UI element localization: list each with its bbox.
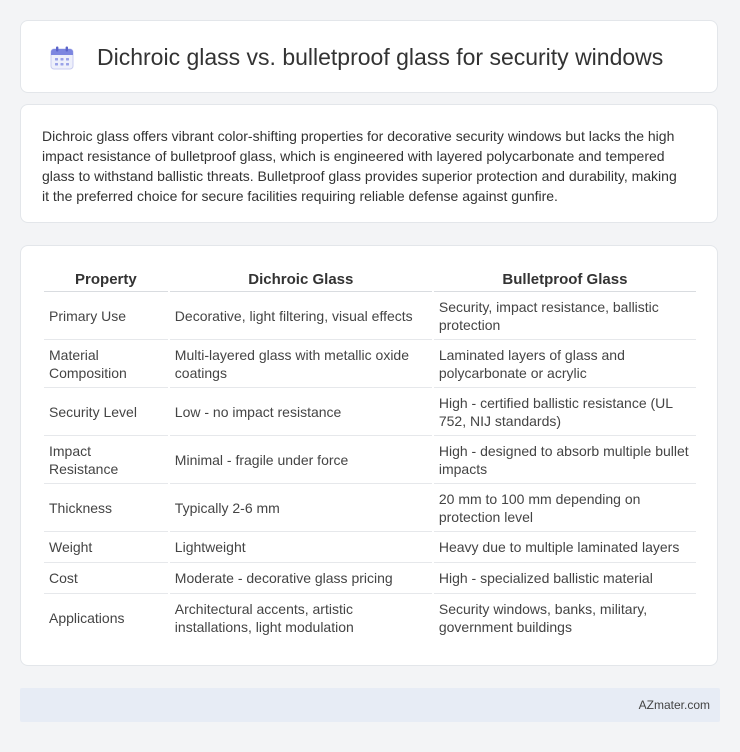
comparison-table [42,265,698,642]
header-property: Property [44,265,168,292]
dichroic-cell: Moderate - decorative glass pricing [170,563,432,594]
property-cell: Thickness [44,484,168,532]
bulletproof-cell: Laminated layers of glass and polycarbonate or acrylic [434,340,696,388]
property-cell: Impact Resistance [44,436,168,484]
header-bulletproof: Bulletproof Glass [434,265,696,292]
property-cell: Applications [49,610,125,626]
bulletproof-cell: Heavy due to multiple laminated layers [434,532,696,563]
footer-bar [20,688,720,722]
property-cell: Primary Use [44,292,168,340]
property-cell: Material Composition [44,340,168,388]
page-title: Dichroic glass vs. bulletproof glass for security windows [97,44,664,70]
bulletproof-cell: High - designed to absorb multiple bullet impacts [434,436,696,484]
calendar-icon [49,45,75,71]
bulletproof-cell: 20 mm to 100 mm depending on protection level [434,484,696,532]
dichroic-cell: Typically 2-6 mm [170,484,432,532]
table-row [44,388,696,436]
dichroic-cell: Minimal - fragile under force [170,436,432,484]
title-card [20,20,718,93]
property-cell: Cost [44,563,168,594]
property-cell: Weight [44,532,168,563]
table-header-row [44,265,696,292]
dichroic-cell: Decorative, light filtering, visual effects [170,292,432,340]
dichroic-cell: Lightweight [170,532,432,563]
table-row [44,292,696,340]
table-row [44,594,696,642]
dichroic-cell: Multi-layered glass with metallic oxide coatings [170,340,432,388]
dichroic-cell: Architectural accents, artistic installations, light modulation [174,601,354,635]
bulletproof-cell: Security windows, banks, military, government buildings [438,601,648,635]
intro-card [20,104,718,223]
bulletproof-cell: High - certified ballistic resistance (UL 752, NIJ standards) [434,388,696,436]
bulletproof-cell: Security, impact resistance, ballistic protection [434,292,696,340]
table-row [44,484,696,532]
header-dichroic: Dichroic Glass [170,265,432,292]
dichroic-cell: Low - no impact resistance [170,388,432,436]
footer-brand[interactable]: AZmater.com [638,698,710,712]
table-row [44,563,696,594]
table-row [44,340,696,388]
table-row [44,532,696,563]
bulletproof-cell: High - specialized ballistic material [434,563,696,594]
table-row [44,436,696,484]
comparison-card [20,245,718,666]
property-cell: Security Level [44,388,168,436]
intro-text: Dichroic glass offers vibrant color-shifting properties for decorative security windows but lacks the high impact resistance of bulletproof glass, which is engineered with layered polycarbonate and tempered glass to withstand ballistic threats. Bulletproof glass provides superior protection and durability, making it the preferred choice for secure facilities requiring reliable defense against gunfire. [42,128,677,204]
